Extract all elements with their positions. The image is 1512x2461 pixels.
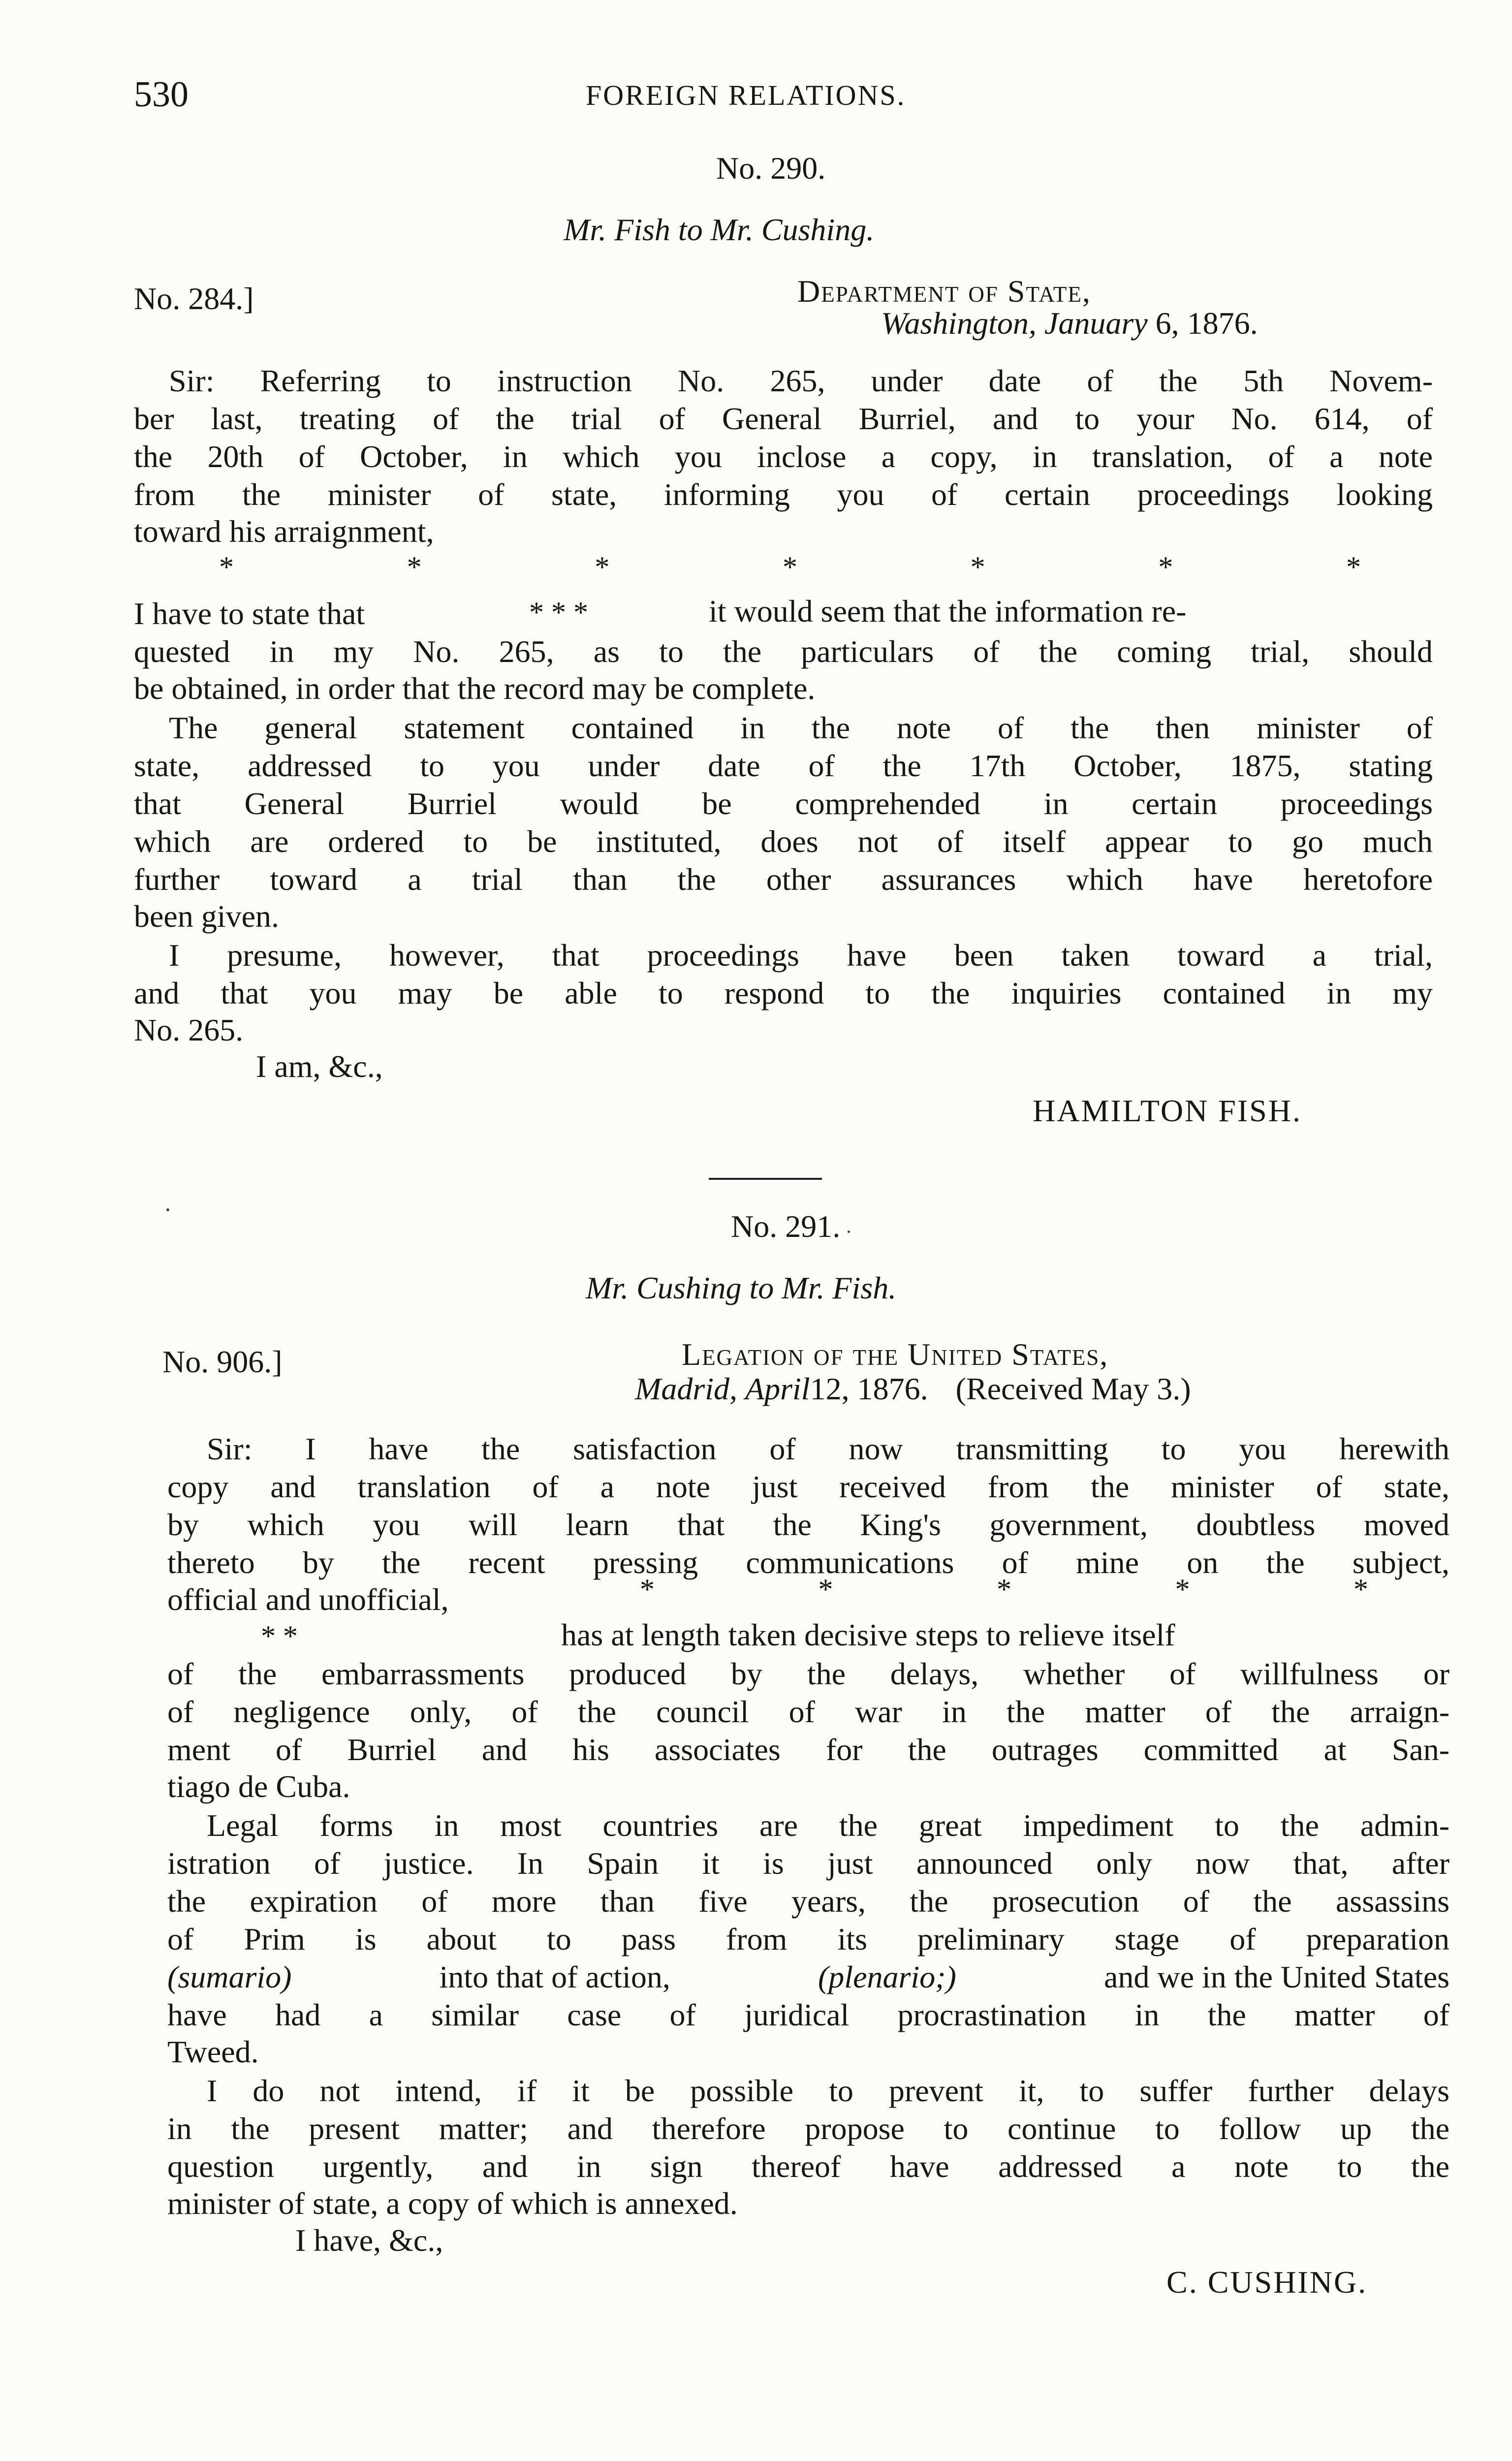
doc2-para2-line: istration of justice. In Spain it is just announced only now that, after <box>167 1846 1449 1881</box>
page-number: 530 <box>134 74 189 115</box>
doc1-para2-stars: * * * <box>529 596 588 629</box>
doc1-signature: HAMILTON FISH. <box>1033 1093 1302 1128</box>
doc2-para1 <box>207 1430 1449 1468</box>
doc2-para2 <box>207 1806 1449 1844</box>
doc2-para1b-line: of the embarrassments produced by the delays, whether of willfulness or <box>167 1656 1449 1691</box>
doc1-para3-line: The general statement contained in the note of the then minister of <box>169 710 1433 745</box>
doc2-para2-latin-line <box>167 1958 1449 1996</box>
doc2-para1b-line: of negligence only, of the council of war in the matter of the arraign- <box>167 1694 1449 1729</box>
doc1-para1-line: the 20th of October, in which you inclose a copy, in translation, of a note <box>134 439 1433 474</box>
doc2-para1b-line: tiago de Cuba. <box>167 1769 350 1804</box>
doc1-para3-line: that General Burriel would be comprehended in certain proceedings <box>134 786 1433 821</box>
doc2-para1b <box>167 1655 1449 1768</box>
doc1-ref: No. 284.] <box>134 281 254 316</box>
doc1-para3 <box>169 709 1433 747</box>
doc2-dateline-date: 12, 1876. <box>810 1371 928 1406</box>
doc2-dateline-received: (Received May 3.) <box>955 1371 1191 1406</box>
doc1-para4-line: I presume, however, that proceedings have been taken toward a trial, <box>169 938 1433 973</box>
doc1-para2-line: be obtained, in order that the record may be complete. <box>134 671 816 706</box>
doc1-title: Mr. Fish to Mr. Cushing. <box>564 212 875 247</box>
doc1-dateline-place: Washington, <box>881 306 1037 341</box>
doc2-para2-line: the expiration of more than five years, the prosecution of the assassins <box>167 1884 1449 1919</box>
running-head: FOREIGN RELATIONS. <box>586 79 906 111</box>
doc2-para3 <box>207 2072 1449 2110</box>
doc2-para2b-line: Tweed. <box>167 2034 259 2069</box>
doc1-ellipsis-stars: * * * * * * * <box>219 551 1361 583</box>
doc1-office: Department of State, <box>797 274 1091 309</box>
doc1-para3-line: been given. <box>134 899 279 934</box>
doc2-para3-line: question urgently, and in sign thereof have addressed a note to the <box>167 2149 1449 2184</box>
doc2-para2-line: Legal forms in most countries are the great impediment to the admin- <box>207 1808 1449 1843</box>
doc1-dateline-day: 6, 1876. <box>1155 306 1258 341</box>
doc2-para3-line: in the present matter; and therefore propose to continue to follow up the <box>167 2111 1449 2146</box>
doc2-ellipsis-stars: * * * * * <box>640 1573 1368 1606</box>
doc1-para1 <box>169 362 1433 400</box>
doc2-para1-rest: has at length taken decisive steps to relieve itself <box>561 1617 1175 1652</box>
doc2-para1-line: thereto by the recent pressing communications of mine on the subject, <box>167 1545 1449 1580</box>
doc1-closing: I am, &c., <box>256 1049 383 1084</box>
doc1-para1-line: ber last, treating of the trial of General Burriel, and to your No. 614, of <box>134 401 1433 436</box>
scan-speck <box>166 1208 169 1211</box>
doc2-para1-line: by which you will learn that the King's government, doubtless moved <box>167 1507 1449 1542</box>
doc2-para3-cont <box>167 2110 1449 2185</box>
doc1-para1-cont <box>134 400 1433 513</box>
scan-speck <box>848 1230 850 1233</box>
doc1-para3-line: which are ordered to be instituted, does not of itself appear to go much <box>134 824 1433 859</box>
doc2-para2b-line: have had a similar case of juridical procrastination in the matter of <box>167 1997 1449 2032</box>
doc2-dateline-month: April <box>745 1371 810 1406</box>
doc2-para2-mid: into that of action, <box>439 1959 670 1994</box>
doc1-para4-line: and that you may be able to respond to the inquiries contained in my <box>134 976 1433 1010</box>
doc2-para2-line: of Prim is about to pass from its preliminary stage of preparation <box>167 1922 1449 1956</box>
doc2-para1b-line: ment of Burriel and his associates for the outrages committed at San- <box>167 1732 1449 1767</box>
doc1-para4-cont <box>134 974 1433 1012</box>
doc1-para2-line: quested in my No. 265, as to the particulars of the coming trial, should <box>134 634 1433 669</box>
doc1-para2-rest: it would seem that the information re- <box>709 594 1187 629</box>
doc2-para3-line: minister of state, a copy of which is annexed. <box>167 2186 738 2221</box>
doc1-para4 <box>169 936 1433 974</box>
doc1-para3-cont <box>134 747 1433 898</box>
doc2-para1-line: copy and translation of a note just received from the minister of state, <box>167 1469 1449 1504</box>
doc1-para1-line: toward his arraignment, <box>134 514 434 549</box>
doc2-closing: I have, &c., <box>295 2223 443 2258</box>
doc2-ellipsis-stars-2: * * <box>261 1620 298 1652</box>
doc1-para2-lead: I have to state that <box>134 596 365 631</box>
doc2-para1-line: Sir: I have the satisfaction of now transmitting to you herewith <box>207 1431 1449 1466</box>
doc1-para3-line: further toward a trial than the other assurances which have heretofore <box>134 862 1433 897</box>
doc2-dateline <box>635 1371 1191 1407</box>
doc2-para1-lead: official and unofficial, <box>167 1582 449 1617</box>
doc1-para4-line: No. 265. <box>134 1012 244 1047</box>
doc2-para1-cont <box>167 1468 1449 1581</box>
doc1-dateline-month: January <box>1044 306 1148 341</box>
doc2-signature: C. CUSHING. <box>1166 2265 1368 2300</box>
doc1-dateline <box>881 305 1258 342</box>
doc2-para2-mid2: and we in the United States <box>1103 1959 1449 1994</box>
doc2-office: Legation of the United States, <box>682 1337 1109 1372</box>
doc1-para3-line: state, addressed to you under date of the 17th October, 1875, stating <box>134 748 1433 783</box>
doc1-para1-line: Sir: Referring to instruction No. 265, under date of the 5th Novem- <box>169 363 1433 398</box>
doc2-para2-cont <box>167 1844 1449 2034</box>
doc2-para3-line: I do not intend, if it be possible to prevent it, to suffer further delays <box>207 2073 1449 2108</box>
doc2-plenario: (plenario;) <box>818 1959 956 1994</box>
doc2-ref: No. 906.] <box>162 1344 283 1379</box>
section-divider <box>709 1178 822 1180</box>
doc2-sumario: (sumario) <box>167 1959 292 1994</box>
doc2-title: Mr. Cushing to Mr. Fish. <box>586 1270 897 1305</box>
doc1-para2 <box>134 632 1433 670</box>
doc2-number: No. 291. <box>731 1209 841 1244</box>
doc2-dateline-place: Madrid, <box>635 1371 737 1406</box>
doc1-number: No. 290. <box>716 151 826 186</box>
doc1-para1-line: from the minister of state, informing you of certain proceedings looking <box>134 477 1433 512</box>
